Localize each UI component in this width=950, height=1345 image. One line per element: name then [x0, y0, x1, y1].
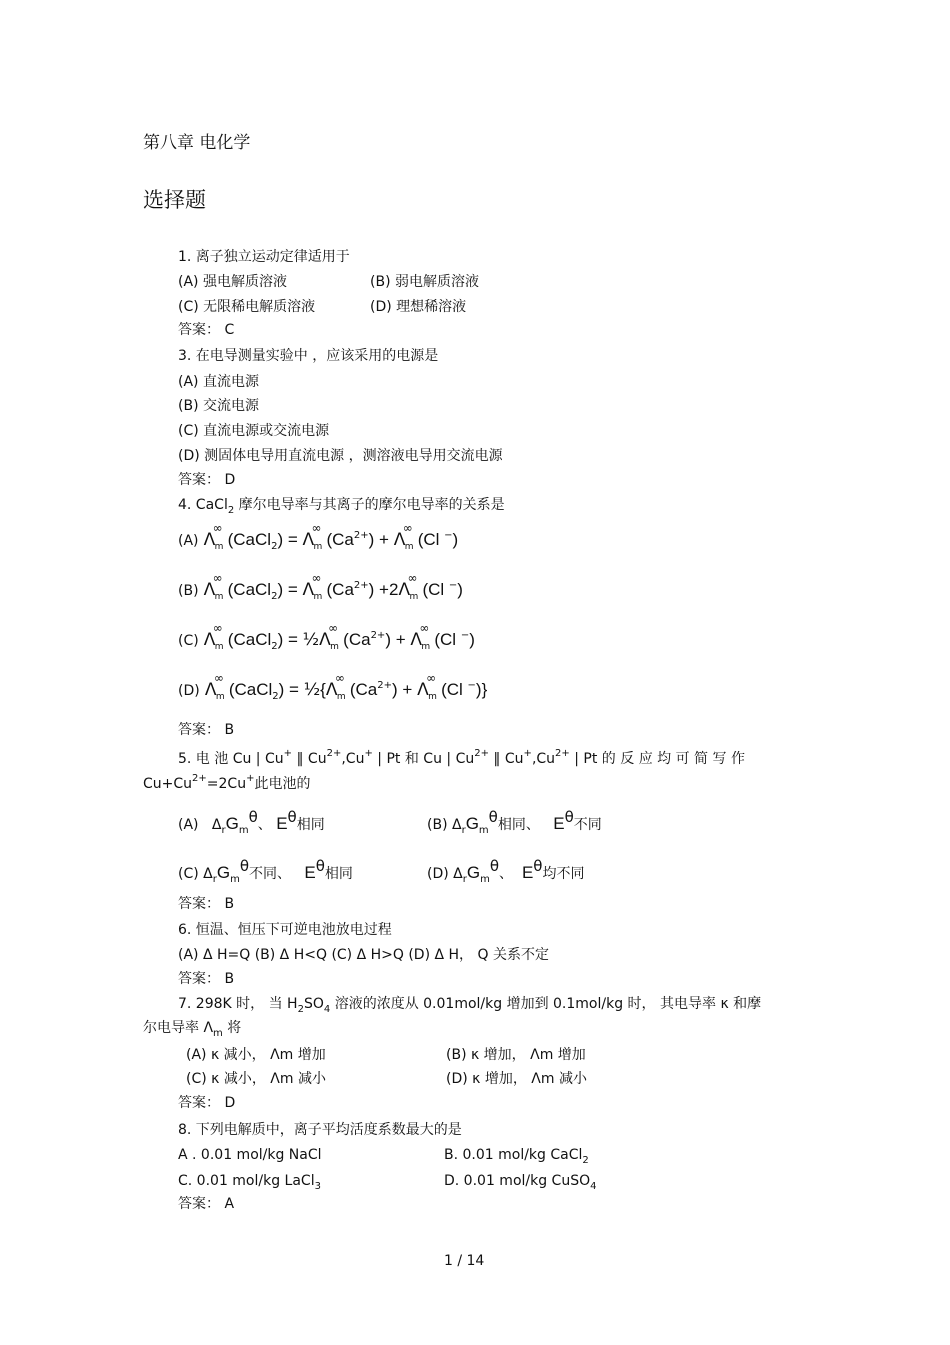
q1-option-c: (C) 无限稀电解质溶液 [178, 299, 316, 315]
q5-option-a: (A) $\Delta_rG_m\theta$、 Eθ相同 [178, 808, 325, 836]
q4-option-c: (C) Λ ∞ m (CaCl$_2$) = ½Λ ∞ m $(Ca^{2+}) + \Lambda$ ∞ m (Cl −) [178, 621, 475, 652]
q8-option-c: C. 0.01 mol/kg LaCl$_3$ [178, 1173, 321, 1192]
q7-option-b: (B) κ 增加， Λm 增加 [446, 1047, 586, 1063]
lambda-symbol: Λ ∞ m [319, 621, 339, 652]
q1-option-d: (D) 理想稀溶液 [370, 299, 467, 315]
q3-option-a: (A) 直流电源 [178, 374, 259, 390]
q7-line1: 7. 298K 时， 当 $H_2SO_4$ 溶液的浓度从 0.01mol/kg 增加到 0.1mol/kg 时， 其电导率 κ 和摩 [178, 996, 762, 1015]
q4-answer: 答案： B [178, 722, 235, 738]
q1-stem: 1. 离子独立运动定律适用于 [178, 249, 350, 265]
q3-option-d: (D) 测固体电导用直流电源 ，测溶液电导用交流电源 [178, 448, 503, 464]
lambda-symbol: Λ ∞ m [203, 571, 224, 602]
section-title: 选择题 [143, 188, 206, 212]
q4-stem: 4. CaCl$_2$ 摩尔电导率与其离子的摩尔电导率的关系是 [178, 497, 505, 516]
chapter-title: 第八章 电化学 [143, 133, 251, 153]
q1-option-b: (B) 弱电解质溶液 [370, 274, 479, 290]
q6-options: (A) Δ H=Q (B) Δ H<Q (C) Δ H>Q (D) Δ H， Q 关系不定 [178, 947, 549, 963]
lambda-symbol: Λ ∞ m [302, 571, 323, 602]
q8-option-d: D. 0.01 mol/kg CuSO$_4$ [444, 1173, 597, 1192]
lambda-symbol: Λ ∞ m [393, 521, 414, 552]
q3-answer: 答案： D [178, 472, 236, 488]
q4-option-b: (B) Λ ∞ m (CaCl$_2$) = Λ ∞ m $(Ca^{2+}) +2\Lambda$ ∞ m (Cl −) [178, 571, 463, 602]
q3-option-c: (C) 直流电源或交流电源 [178, 423, 330, 439]
q7-option-a: (A) κ 减小， Λm 增加 [186, 1047, 326, 1063]
q1-answer: 答案： C [178, 322, 235, 338]
q8-stem: 8. 下列电解质中，离子平均活度系数最大的是 [178, 1122, 462, 1138]
lambda-symbol: Λ ∞ m [398, 571, 419, 602]
q1-option-a: (A) 强电解质溶液 [178, 274, 287, 290]
lambda-symbol: Λ ∞ m [410, 621, 431, 652]
q6-answer: 答案： B [178, 971, 235, 987]
lambda-symbol: Λ ∞ m [325, 671, 346, 702]
q4-option-a: (A) Λ ∞ m (CaCl$_2$) = Λ ∞ m $(Ca^{2+}) + \Lambda$ ∞ m (Cl −) [178, 521, 459, 552]
lambda-symbol: Λ ∞ m [203, 521, 224, 552]
lambda-symbol: Λ ∞ m [204, 671, 225, 702]
q3-option-b: (B) 交流电源 [178, 398, 259, 414]
lambda-symbol: Λ ∞ m [302, 521, 323, 552]
q6-stem: 6. 恒温、恒压下可逆电池放电过程 [178, 922, 392, 938]
q5-answer: 答案： B [178, 896, 235, 912]
q8-option-b: B. 0.01 mol/kg CaCl$_2$ [444, 1147, 589, 1166]
q7-answer: 答案： D [178, 1095, 236, 1111]
q5-line1: 5. 电 池 Cu | Cu+ ‖ $Cu^{2+},Cu^+$ | Pt 和 Cu | $Cu^{2+}$ ‖ $Cu^+,Cu^{2+}$ | Pt 的 反 应 均 可 简 写 作 [178, 748, 745, 767]
lambda-symbol: Λ ∞ m [203, 621, 224, 652]
q7-line2: 尔电导率 $\Lambda_m$ 将 [143, 1020, 242, 1039]
q5-option-b: (B) $\Delta_rG_m\theta$相同、 Eθ不同 [427, 808, 602, 836]
q5-option-d: (D) $\Delta_rG_m\theta$、 Eθ均不同 [427, 857, 585, 885]
q7-option-d: (D) κ 增加， Λm 减小 [446, 1071, 587, 1087]
q5-option-c: (C) $\Delta_rG_m\theta$不同、 Eθ相同 [178, 857, 353, 885]
lambda-symbol: Λ ∞ m [417, 671, 437, 702]
q4-option-d: (D) Λ ∞ m (CaCl$_2$) = ½{Λ ∞ m $(Ca^{2+}) + \Lambda$ ∞ m (Cl −)} [178, 671, 488, 702]
q3-stem: 3. 在电导测量实验中 ，应该采用的电源是 [178, 348, 439, 364]
q8-answer: 答案： A [178, 1196, 235, 1212]
q8-option-a: A . 0.01 mol/kg NaCl [178, 1147, 322, 1163]
q7-option-c: (C) κ 减小， Λm 减小 [186, 1071, 326, 1087]
q5-line2: $Cu+Cu^{2+}=2Cu^+$此电池的 [143, 773, 311, 792]
page-number: 1 / 14 [444, 1253, 485, 1269]
